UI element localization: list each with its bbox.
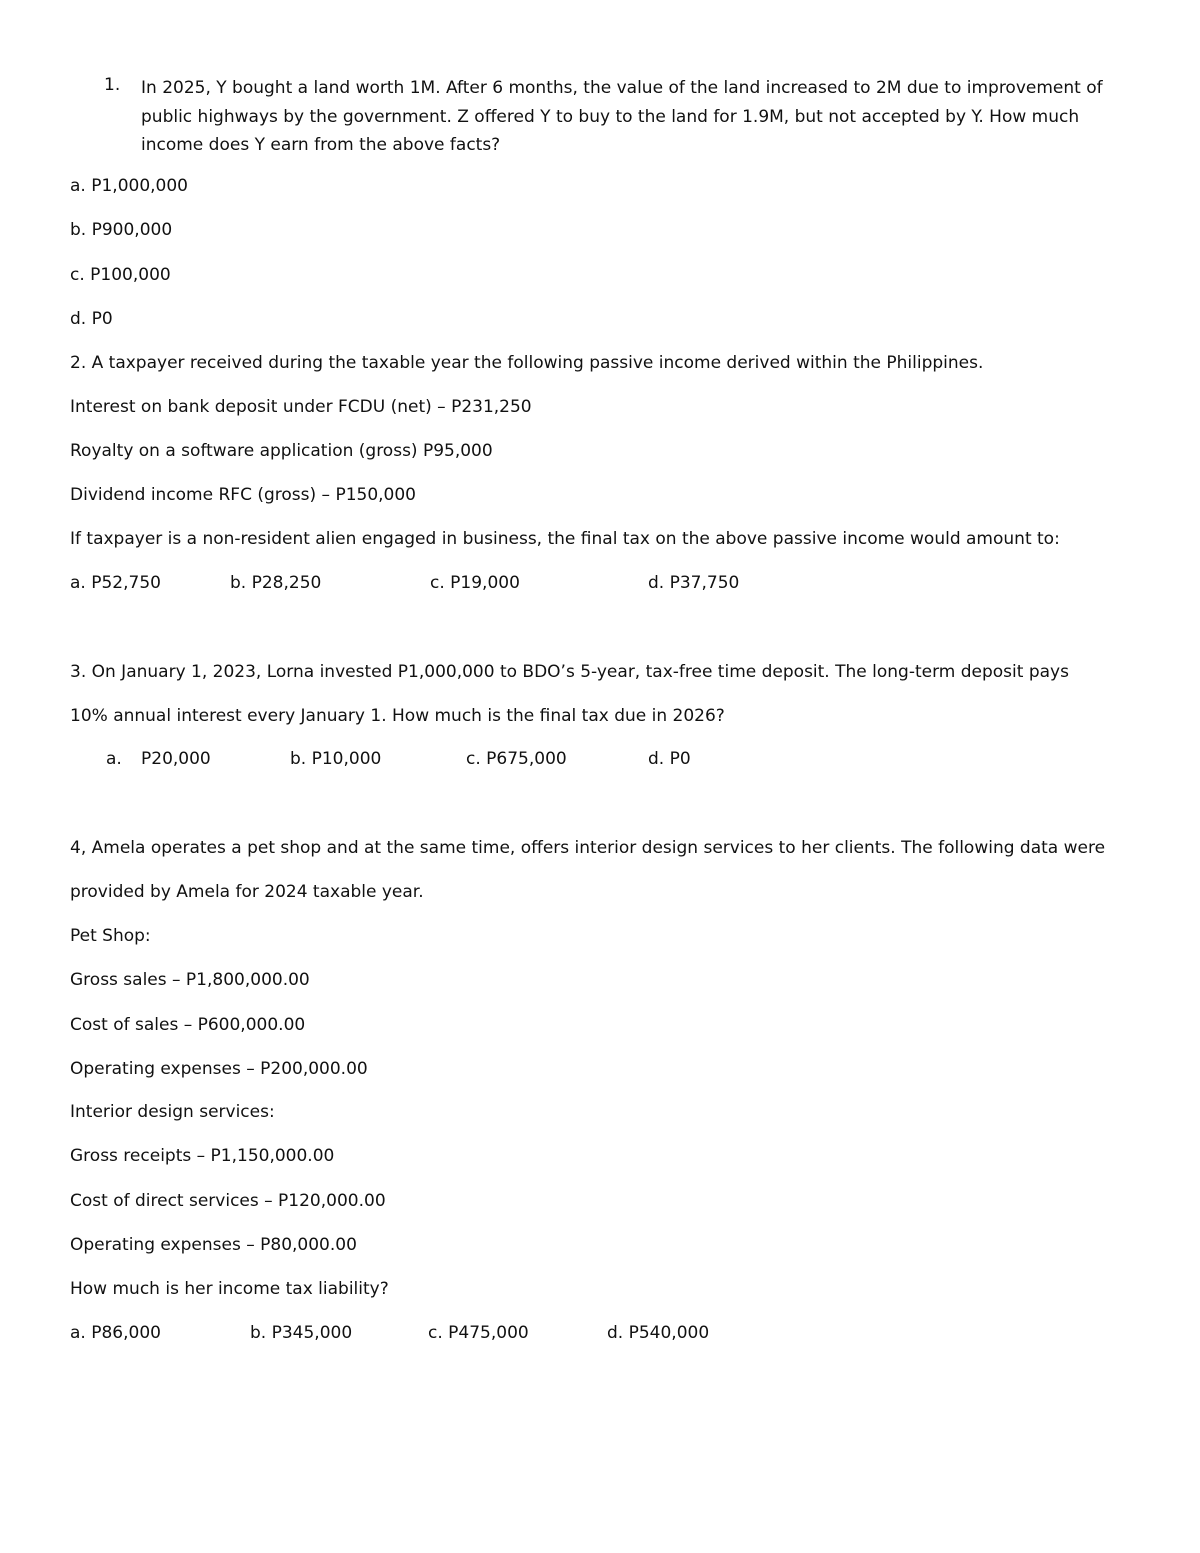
question-2-item-dividend: Dividend income RFC (gross) – P150,000 (70, 485, 416, 505)
question-2-item-interest: Interest on bank deposit under FCDU (net) – P231,250 (70, 397, 532, 417)
question-3-choice-a-letter: a. (106, 749, 122, 769)
question-2-question: If taxpayer is a non-resident alien engaged in business, the final tax on the above passive income would amount to: (70, 529, 1060, 549)
question-4-line-2: provided by Amela for 2024 taxable year. (70, 882, 424, 902)
question-3-choice-c: c. P675,000 (466, 749, 567, 769)
question-4-choice-a: a. P86,000 (70, 1323, 161, 1343)
question-4-design-cost-of-services: Cost of direct services – P120,000.00 (70, 1191, 386, 1211)
question-4-pet-cost-of-sales: Cost of sales – P600,000.00 (70, 1015, 306, 1035)
question-2-stem: 2. A taxpayer received during the taxable year the following passive income derived within the Philippines. (70, 353, 984, 373)
question-1-choice-d: d. P0 (70, 309, 113, 329)
question-3-line-1: 3. On January 1, 2023, Lorna invested P1,000,000 to BDO’s 5-year, tax-free time deposit. The long-term deposit pays (70, 662, 1069, 682)
question-4-line-1: 4, Amela operates a pet shop and at the same time, offers interior design services to her clients. The following data were (70, 838, 1106, 858)
question-1-choice-c: c. P100,000 (70, 265, 171, 285)
question-3-choice-a-value: P20,000 (141, 749, 211, 769)
question-4-pet-shop-heading: Pet Shop: (70, 926, 151, 946)
question-4-design-operating-expenses: Operating expenses – P80,000.00 (70, 1235, 357, 1255)
question-2-choice-a: a. P52,750 (70, 573, 161, 593)
question-4-choice-b: b. P345,000 (250, 1323, 353, 1343)
question-2-choice-d: d. P37,750 (648, 573, 740, 593)
question-4-choice-c: c. P475,000 (428, 1323, 529, 1343)
question-1-number: 1. (104, 75, 121, 95)
question-4-design-gross-receipts: Gross receipts – P1,150,000.00 (70, 1146, 335, 1166)
question-4-pet-gross-sales: Gross sales – P1,800,000.00 (70, 970, 310, 990)
question-2-choice-b: b. P28,250 (230, 573, 322, 593)
question-1-choice-a: a. P1,000,000 (70, 176, 188, 196)
question-4-pet-operating-expenses: Operating expenses – P200,000.00 (70, 1059, 368, 1079)
question-4-choice-d: d. P540,000 (607, 1323, 710, 1343)
question-4-design-heading: Interior design services: (70, 1102, 275, 1122)
question-3-choice-b: b. P10,000 (290, 749, 382, 769)
question-3-line-2: 10% annual interest every January 1. How much is the final tax due in 2026? (70, 706, 725, 726)
question-3-choice-d: d. P0 (648, 749, 691, 769)
question-1-choice-b: b. P900,000 (70, 220, 173, 240)
question-2-choice-c: c. P19,000 (430, 573, 520, 593)
question-2-item-royalty: Royalty on a software application (gross) P95,000 (70, 441, 493, 461)
question-1-text: In 2025, Y bought a land worth 1M. After 6 months, the value of the land increased to 2M due to improvement of public highways by the government. Z offered Y to buy to the land for 1.9M, but not accepted by Y. How much income does Y earn from the above facts? (141, 78, 1103, 155)
question-4-question: How much is her income tax liability? (70, 1279, 389, 1299)
